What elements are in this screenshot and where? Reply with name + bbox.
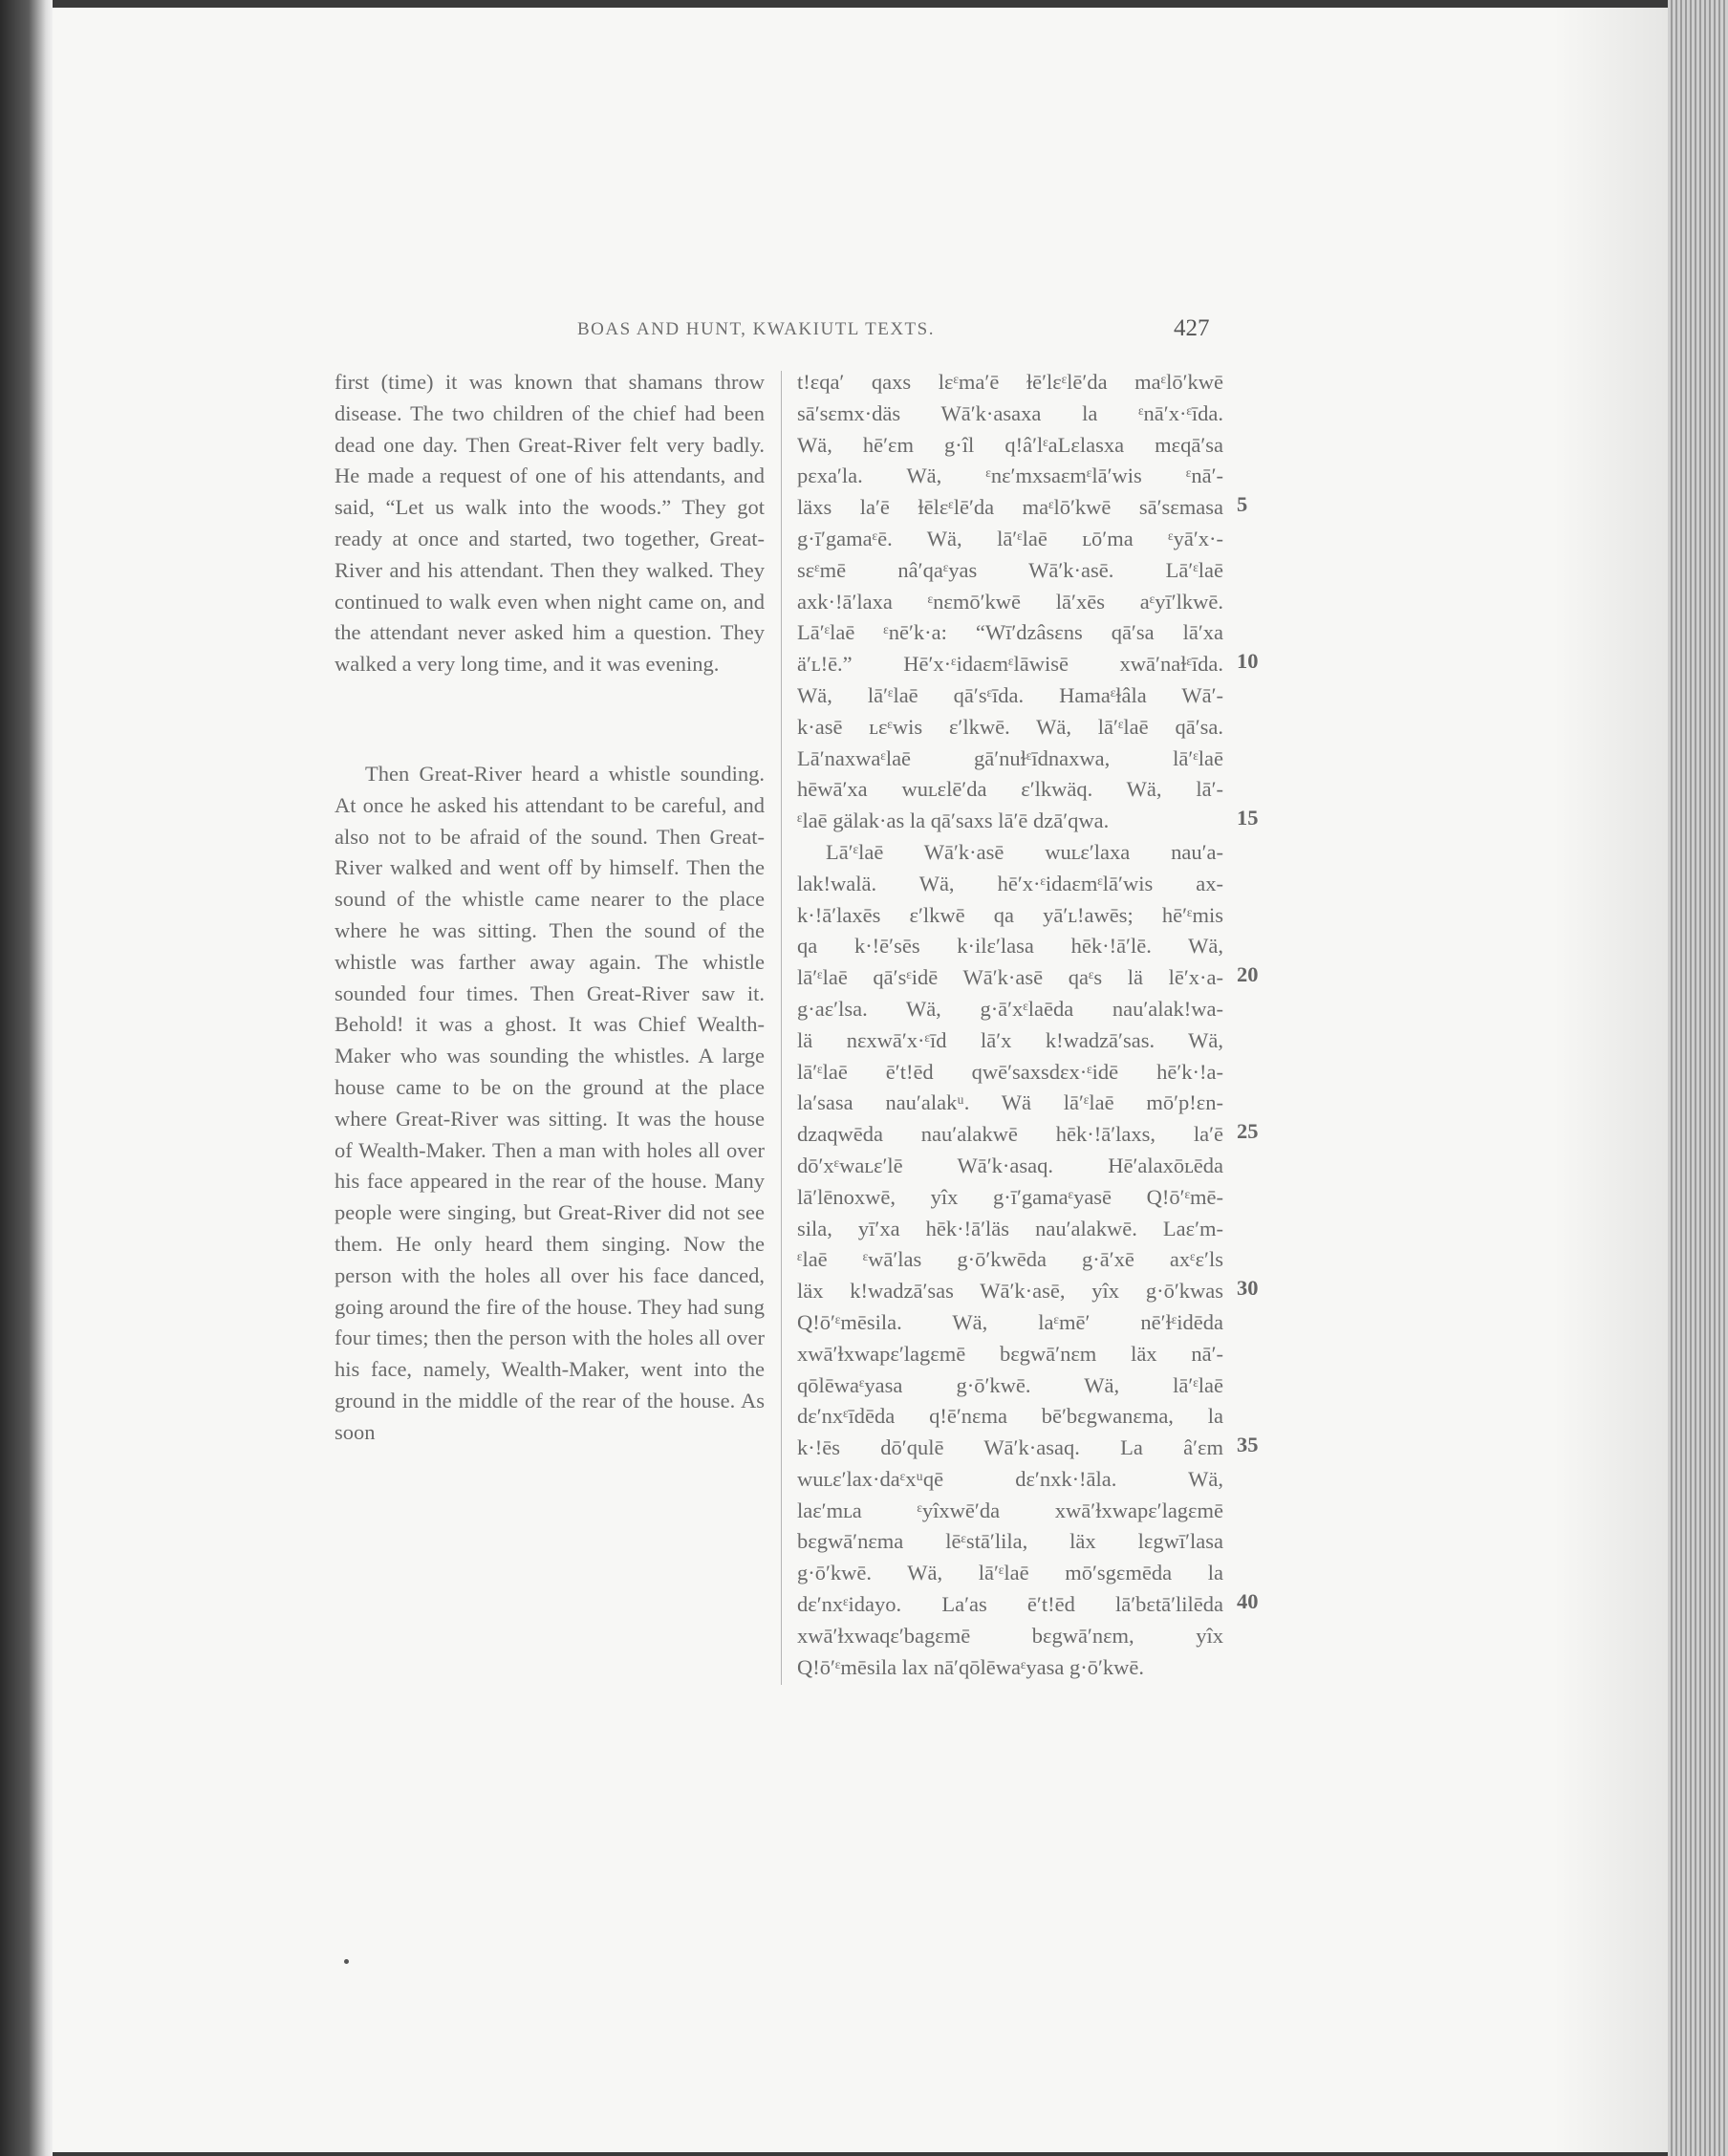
page-edges [1668,0,1728,2156]
line-number: 20 [1237,962,1259,987]
english-column [335,367,765,1449]
kwakiutl-line: la′sasa nau′alakᵘ. Wä lā′ᵋlaē mō′p!ɛn- [797,1090,1223,1115]
kwakiutl-line: sā′sɛmx·däs Wā′k·asaxa la ᵋnā′x·ᵋīda. [797,400,1223,425]
kwakiutl-line: lā′ᵋlaē ē′t!ēd qwē′saxsdɛx·ᵋidē hē′k·!a- [797,1059,1223,1084]
kwakiutl-line: ᵋlaē gälak·as la qā′saxs lā′ē dzā′qwa. [797,808,1110,833]
line-number: 10 [1237,649,1259,674]
kwakiutl-column [797,367,1223,1683]
kwakiutl-line: dɛ′nxᵋīdēda q!ē′nɛma bē′bɛgwanɛma, la [797,1404,1223,1429]
kwakiutl-line: Lā′ᵋlaē Wā′k·asē wuʟɛ′laxa nau′a- [826,839,1223,864]
kwakiutl-line: Wä, hē′ɛm g·îl q!â′lᵋaLɛlasxa mɛqā′sa [797,432,1223,457]
kwakiutl-line: sɛᵋmē nâ′qaᵋyas Wā′k·asē. Lā′ᵋlaē [797,557,1223,582]
line-number: 30 [1237,1276,1259,1301]
kwakiutl-line: hēwā′xa wuʟɛlē′da ɛ′lkwäq. Wä, lā′- [797,777,1223,802]
kwakiutl-line: g·ō′kwē. Wä, lā′ᵋlaē mō′sgɛmēda la [797,1561,1223,1585]
kwakiutl-line: Q!ō′ᵋmēsila lax nā′qōlēwaᵋyasa g·ō′kwē. [797,1654,1145,1679]
book-gutter [0,0,53,2156]
kwakiutl-line: ᵋlaē ᵋwā′las g·ō′kwēda g·ā′xē axᵋɛ′ls [797,1247,1223,1272]
kwakiutl-line: pɛxa′la. Wä, ᵋnɛ′mxsaɛmᵋlā′wis ᵋnā′- [797,464,1223,488]
kwakiutl-line: g·ī′gamaᵋē. Wä, lā′ᵋlaē ʟō′ma ᵋyā′x·- [797,526,1223,550]
kwakiutl-line: wuʟɛ′lax·daᵋxᵘqē dɛ′nxk·!āla. Wä, [797,1466,1223,1491]
kwakiutl-line: sila, yī′xa hēk·!ā′läs nau′alakwē. Laɛ′m- [797,1216,1223,1240]
kwakiutl-line: qōlēwaᵋyasa g·ō′kwē. Wä, lā′ᵋlaē [797,1372,1223,1397]
english-paragraph-2: Then Great-River heard a whistle sounding. At once he asked his attendant to be careful, and also not to be afraid of the sound. Then Great-River walked and went off by himself. Then the sound of the whistle came nearer to the place where he was sitting. Then the sound of the whistle was farther away again. The whistle sounded four times. Then Great-River saw it. Behold! it was a ghost. It was Chief Wealth-Maker who was sounding the whistles. A large house came to be on the ground at the place where Great-River was sitting. It was the house of Wealth-Maker. Then a man with holes all over his face appeared in the rear of the house. Many people were singing, but Great-River did not see them. He only heard them singing. Now the person with the holes all over his face danced, going around the fire of the house. They had sung four times; then the person with the holes all over his face, namely, Wealth-Maker, went into the ground in the middle of the rear of the house. As soon [335,761,765,1444]
kwakiutl-line: xwā′ɫxwaqɛ′bagɛmē bɛgwā′nɛm, yîx [797,1623,1223,1648]
line-number: 40 [1237,1589,1259,1614]
line-number: 5 [1237,492,1248,517]
kwakiutl-line: Q!ō′ᵋmēsila. Wä, laᵋmē′ nē′ɫᵋidēda [797,1309,1223,1334]
kwakiutl-line: k·asē ʟɛᵋwis ɛ′lkwē. Wä, lā′ᵋlaē qā′sa. [797,714,1223,739]
kwakiutl-line: ä′ʟ!ē.” Hē′x·ᵋidaɛmᵋlāwisē xwā′naɫᵋīda. [797,652,1223,677]
kwakiutl-line: lā′lēnoxwē, yîx g·ī′gamaᵋyasē Q!ō′ᵋmē- [797,1184,1223,1209]
kwakiutl-line: lā′ᵋlaē qā′sᵋidē Wā′k·asē qaᵋs lä lē′x·a- [797,965,1223,990]
kwakiutl-line: Lā′naxwaᵋlaē gā′nuɫᵋīdnaxwa, lā′ᵋlaē [797,745,1223,770]
line-number: 35 [1237,1433,1259,1457]
kwakiutl-line: läx k!wadzā′sas Wā′k·asē, yîx g·ō′kwas [797,1279,1223,1304]
kwakiutl-line: k·!ēs dō′qulē Wā′k·asaq. La â′ɛm [797,1435,1223,1460]
kwakiutl-line: bɛgwā′nɛma lēᵋstā′lila, läx lɛgwī′lasa [797,1529,1223,1554]
kwakiutl-line: xwā′ɫxwapɛ′lagɛmē bɛgwā′nɛm läx nā′- [797,1341,1223,1366]
kwakiutl-line: läxs la′ē ɫēlɛᵋlē′da maᵋlō′kwē sā′sɛmasa [797,495,1223,520]
kwakiutl-line: dzaqwēda nau′alakwē hēk·!ā′laxs, la′ē [797,1122,1223,1147]
ink-speck [344,1959,349,1964]
kwakiutl-line: axk·!ā′laxa ᵋnɛmō′kwē lā′xēs aᵋyī′lkwē. [797,589,1223,614]
kwakiutl-line: t!ɛqa′ qaxs lɛᵋma′ē ɫē′lɛᵋlē′da maᵋlō′kwē [797,370,1223,394]
kwakiutl-line: laɛ′mʟa ᵋyîxwē′da xwā′ɫxwapɛ′lagɛmē [797,1498,1223,1522]
english-paragraph-1: first (time) it was known that shamans throw disease. The two children of the chief had been dead one day. Then Great-River felt very badly. He made a request of one of his attendants, and said, “Let us walk into the woods.” They got ready at once and started, two together, Great-River and his attendant. Then they walked. They continued to walk even when night came on, and the attendant never asked him a question. They walked a very long time, and it was evening. [335,370,765,677]
kwakiutl-line: qa k·!ē′sēs k·ilɛ′lasa hēk·!ā′lē. Wä, [797,934,1223,959]
kwakiutl-line: Lā′ᵋlaē ᵋnē′k·a: “Wī′dzâsɛns qā′sa lā′xa [797,620,1223,645]
line-number: 15 [1237,806,1259,830]
running-header: BOAS AND HUNT, KWAKIUTL TEXTS. [577,319,935,339]
kwakiutl-line: dō′xᵋwaʟɛ′lē Wā′k·asaq. Hē′alaxōʟēda [797,1153,1223,1177]
kwakiutl-line: Wä, lā′ᵋlaē qā′sᵋīda. Hamaᵋɫâla Wā′- [797,682,1223,707]
kwakiutl-line: k·!ā′laxēs ɛ′lkwē qa yā′ʟ!awēs; hē′ᵋmis [797,902,1223,927]
kwakiutl-line: lak!walä. Wä, hē′x·ᵋidaɛmᵋlā′wis ax- [797,871,1223,895]
line-number: 25 [1237,1119,1259,1144]
column-divider [781,371,782,1685]
kwakiutl-line: dɛ′nxᵋidayo. La′as ē′t!ēd lā′bɛtā′lilēda [797,1592,1223,1617]
page-number: 427 [1174,315,1210,341]
kwakiutl-line: g·aɛ′lsa. Wä, g·ā′xᵋlaēda nau′alak!wa- [797,996,1223,1021]
kwakiutl-line: lä nɛxwā′x·ᵋīd lā′x k!wadzā′sas. Wä, [797,1027,1223,1052]
